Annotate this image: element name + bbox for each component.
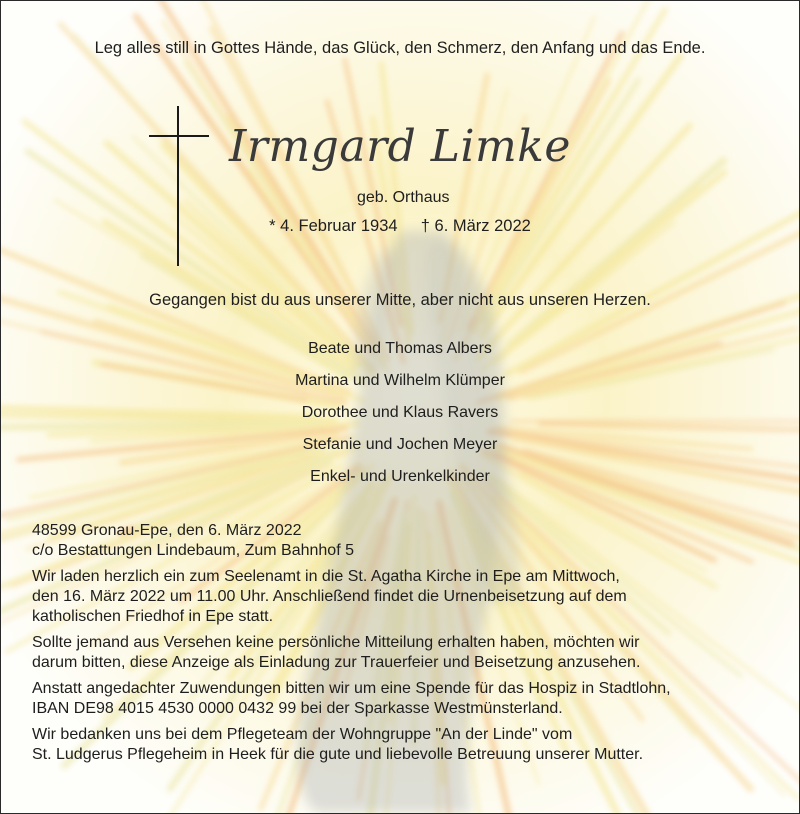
birth-name: geb. Orthaus — [357, 189, 450, 206]
service-paragraph — [32, 567, 782, 627]
funeral-home-address: c/o Bestattungen Lindebaum, Zum Bahnhof 5 — [32, 542, 354, 559]
mourner: Enkel- und Urenkelkinder — [310, 468, 490, 485]
text-line: darum bitten, diese Anzeige als Einladung zur Trauerfeier und Beisetzung anzusehen. — [32, 654, 641, 671]
deceased-name: Irmgard Limke — [229, 121, 571, 172]
memorial-quote: Gegangen bist du aus unserer Mitte, aber nicht aus unseren Herzen. — [149, 291, 651, 309]
mourner: Beate und Thomas Albers — [308, 340, 492, 357]
notice-body — [32, 521, 782, 771]
birth-date: * 4. Februar 1934 — [269, 217, 398, 235]
donation-paragraph — [32, 679, 782, 719]
text-line: katholischen Friedhof in Epe statt. — [32, 608, 274, 625]
life-dates — [1, 217, 799, 236]
text-line: Wir laden herzlich ein zum Seelenamt in die St. Agatha Kirche in Epe am Mittwoch, — [32, 568, 620, 585]
text-line: den 16. März 2022 um 11.00 Uhr. Anschließend findet die Urnenbeisetzung auf dem — [32, 588, 627, 605]
mourner: Dorothee und Klaus Ravers — [301, 404, 499, 421]
mourner: Stefanie und Jochen Meyer — [302, 436, 498, 453]
text-line: Wir bedanken uns bei dem Pflegeteam der Wohngruppe "An der Linde" vom — [32, 726, 573, 743]
mourners-list — [1, 339, 799, 499]
death-date: † 6. März 2022 — [420, 217, 531, 235]
text-line: IBAN DE98 4015 4530 0000 0432 99 bei der Sparkasse Westmünsterland. — [32, 700, 563, 717]
text-line: Anstatt angedachter Zuwendungen bitten wir um eine Spende für das Hospiz in Stadtlohn, — [32, 680, 671, 697]
text-line: Sollte jemand aus Versehen keine persönliche Mitteilung erhalten haben, möchten wir — [32, 634, 640, 651]
thanks-paragraph — [32, 725, 782, 765]
mourner: Martina und Wilhelm Klümper — [295, 372, 505, 389]
address-block — [32, 521, 782, 561]
text-line: St. Ludgerus Pflegeheim in Heek für die gute und liebevolle Betreuung unserer Mutter. — [32, 746, 644, 763]
place-date: 48599 Gronau-Epe, den 6. März 2022 — [32, 522, 302, 539]
motto: Leg alles still in Gottes Hände, das Glück, den Schmerz, den Anfang und das Ende. — [94, 39, 706, 57]
invitation-paragraph — [32, 633, 782, 673]
